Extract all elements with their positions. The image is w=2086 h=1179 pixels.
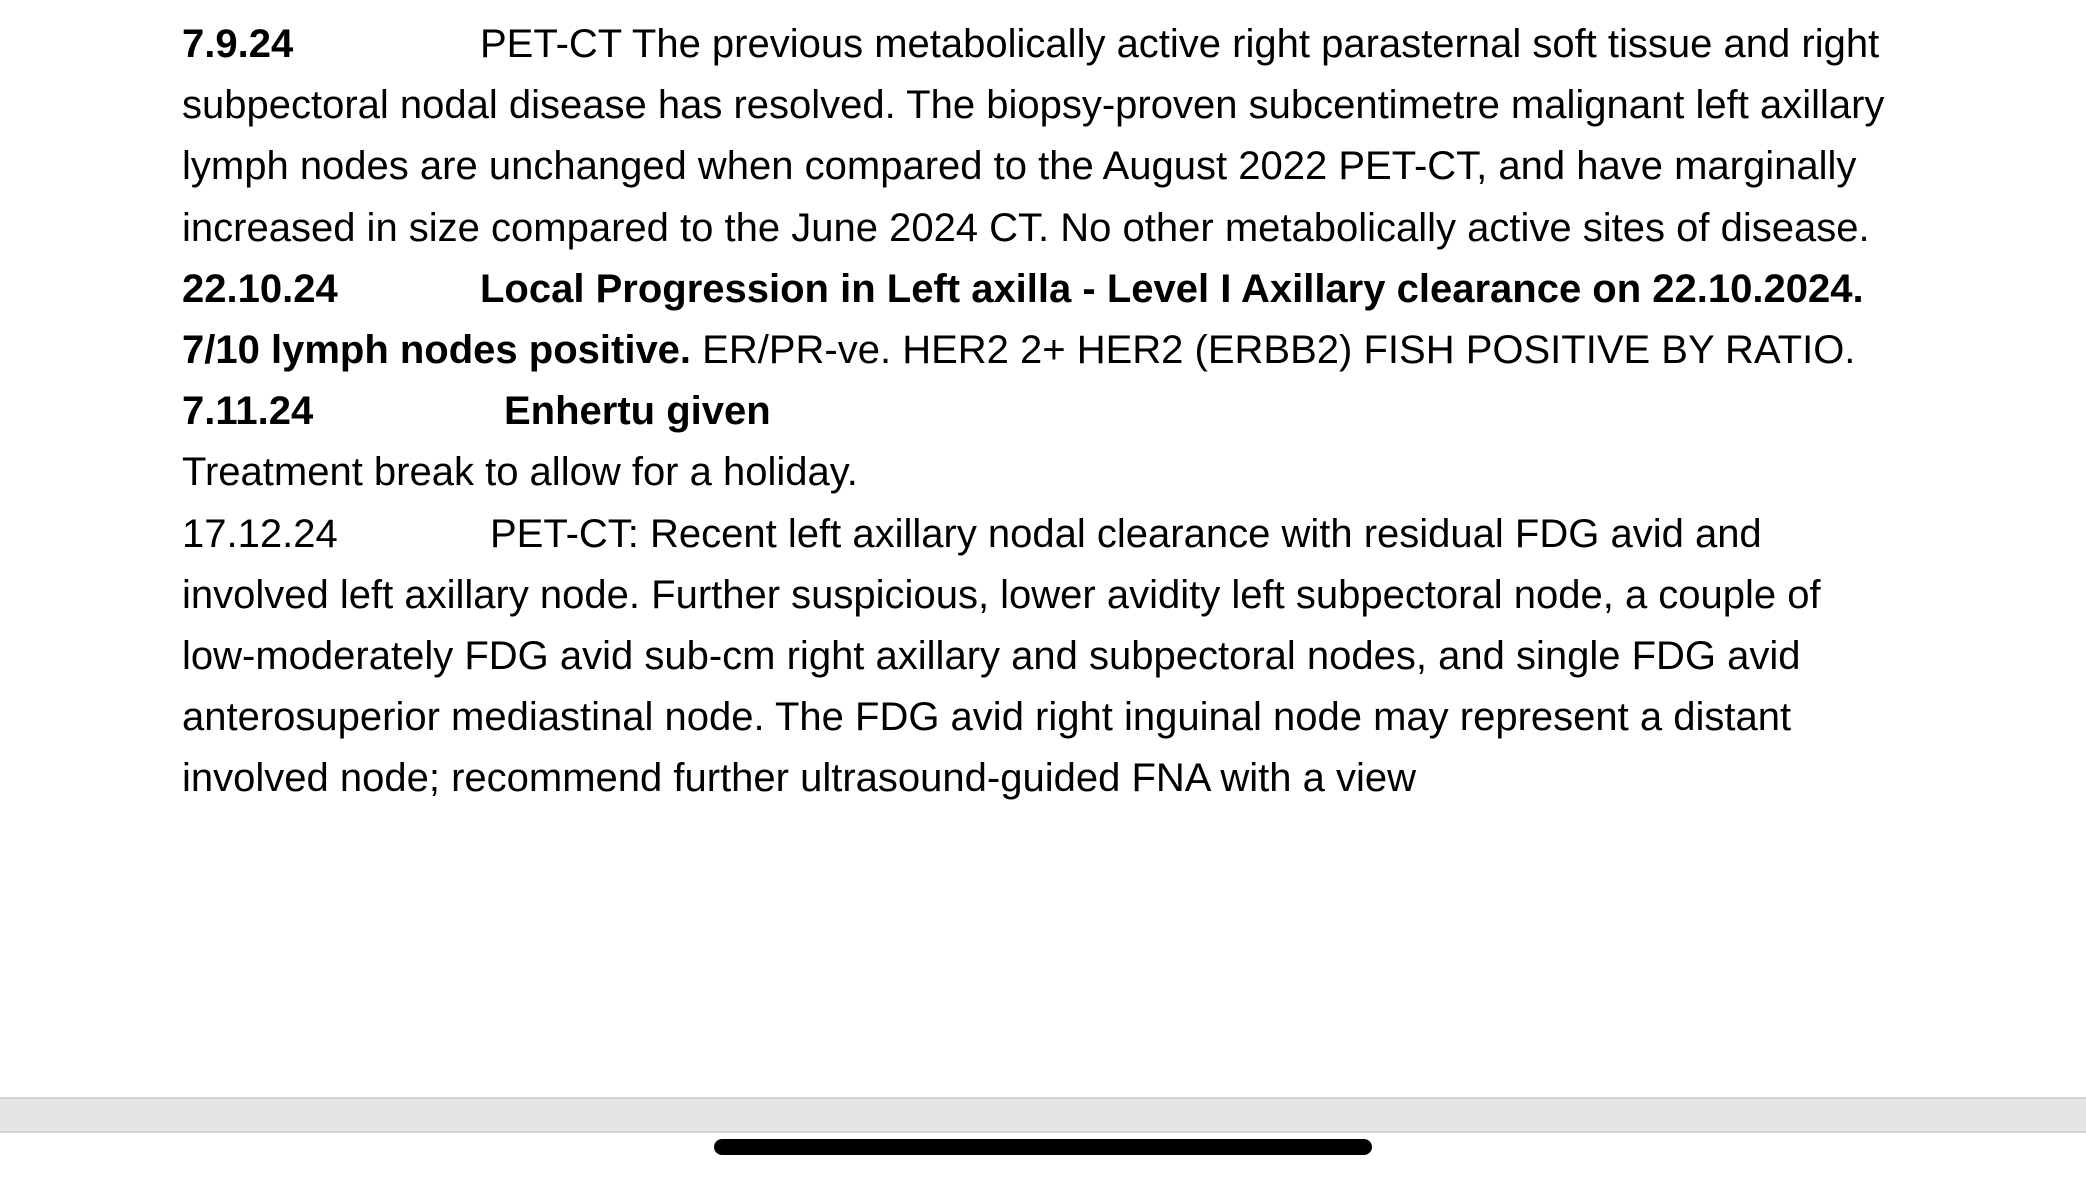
entry-text: ER/PR-ve. HER2 2+ HER2 (ERBB2) FISH POSITIVE BY RATIO. xyxy=(691,328,1856,373)
entry-22-10-24 xyxy=(182,259,1892,381)
entry-date: 17.12.24 xyxy=(182,511,338,556)
entry-text: PET-CT: Recent left axillary nodal clearance with residual FDG avid and involved left axillary node. Further suspicious, lower avidity left subpectoral node, a couple of low-moderately FDG avid sub-cm right axillary and subpectoral nodes, and single FDG avid anterosuperior mediastinal node. The FDG avid right inguinal node may represent a distant involved node; recommend further ultrasound-guided FNA with a view xyxy=(182,511,1821,801)
entry-17-12-24 xyxy=(182,504,1892,810)
bottom-toolbar-divider xyxy=(0,1097,2086,1133)
entry-date: 7.11.24 xyxy=(182,389,314,434)
entry-7-9-24 xyxy=(182,14,1892,259)
entry-date: 22.10.24 xyxy=(182,266,338,311)
entry-text: PET-CT The previous metabolically active right parasternal soft tissue and right subpectoral nodal disease has resolved. The biopsy-proven subcentimetre malignant left axillary lymph nodes are unchanged when compared to the August 2022 PET-CT, and have marginally increased in size compared to the June 2024 CT. No other metabolically active sites of disease. xyxy=(182,22,1885,250)
document-body xyxy=(182,14,1892,810)
home-indicator[interactable] xyxy=(714,1139,1372,1155)
entry-text: Treatment break to allow for a holiday. xyxy=(182,450,858,495)
entry-7-11-24 xyxy=(182,381,1892,442)
entry-date: 7.9.24 xyxy=(182,22,294,66)
entry-bold-text: Local Progression in Left axilla - Level I Axillary clearance on 22.10.2024. 7/10 lymph nodes positive. xyxy=(182,266,1864,373)
entry-treatment-break xyxy=(182,442,1892,503)
entry-bold-text: Enhertu given xyxy=(504,389,771,434)
